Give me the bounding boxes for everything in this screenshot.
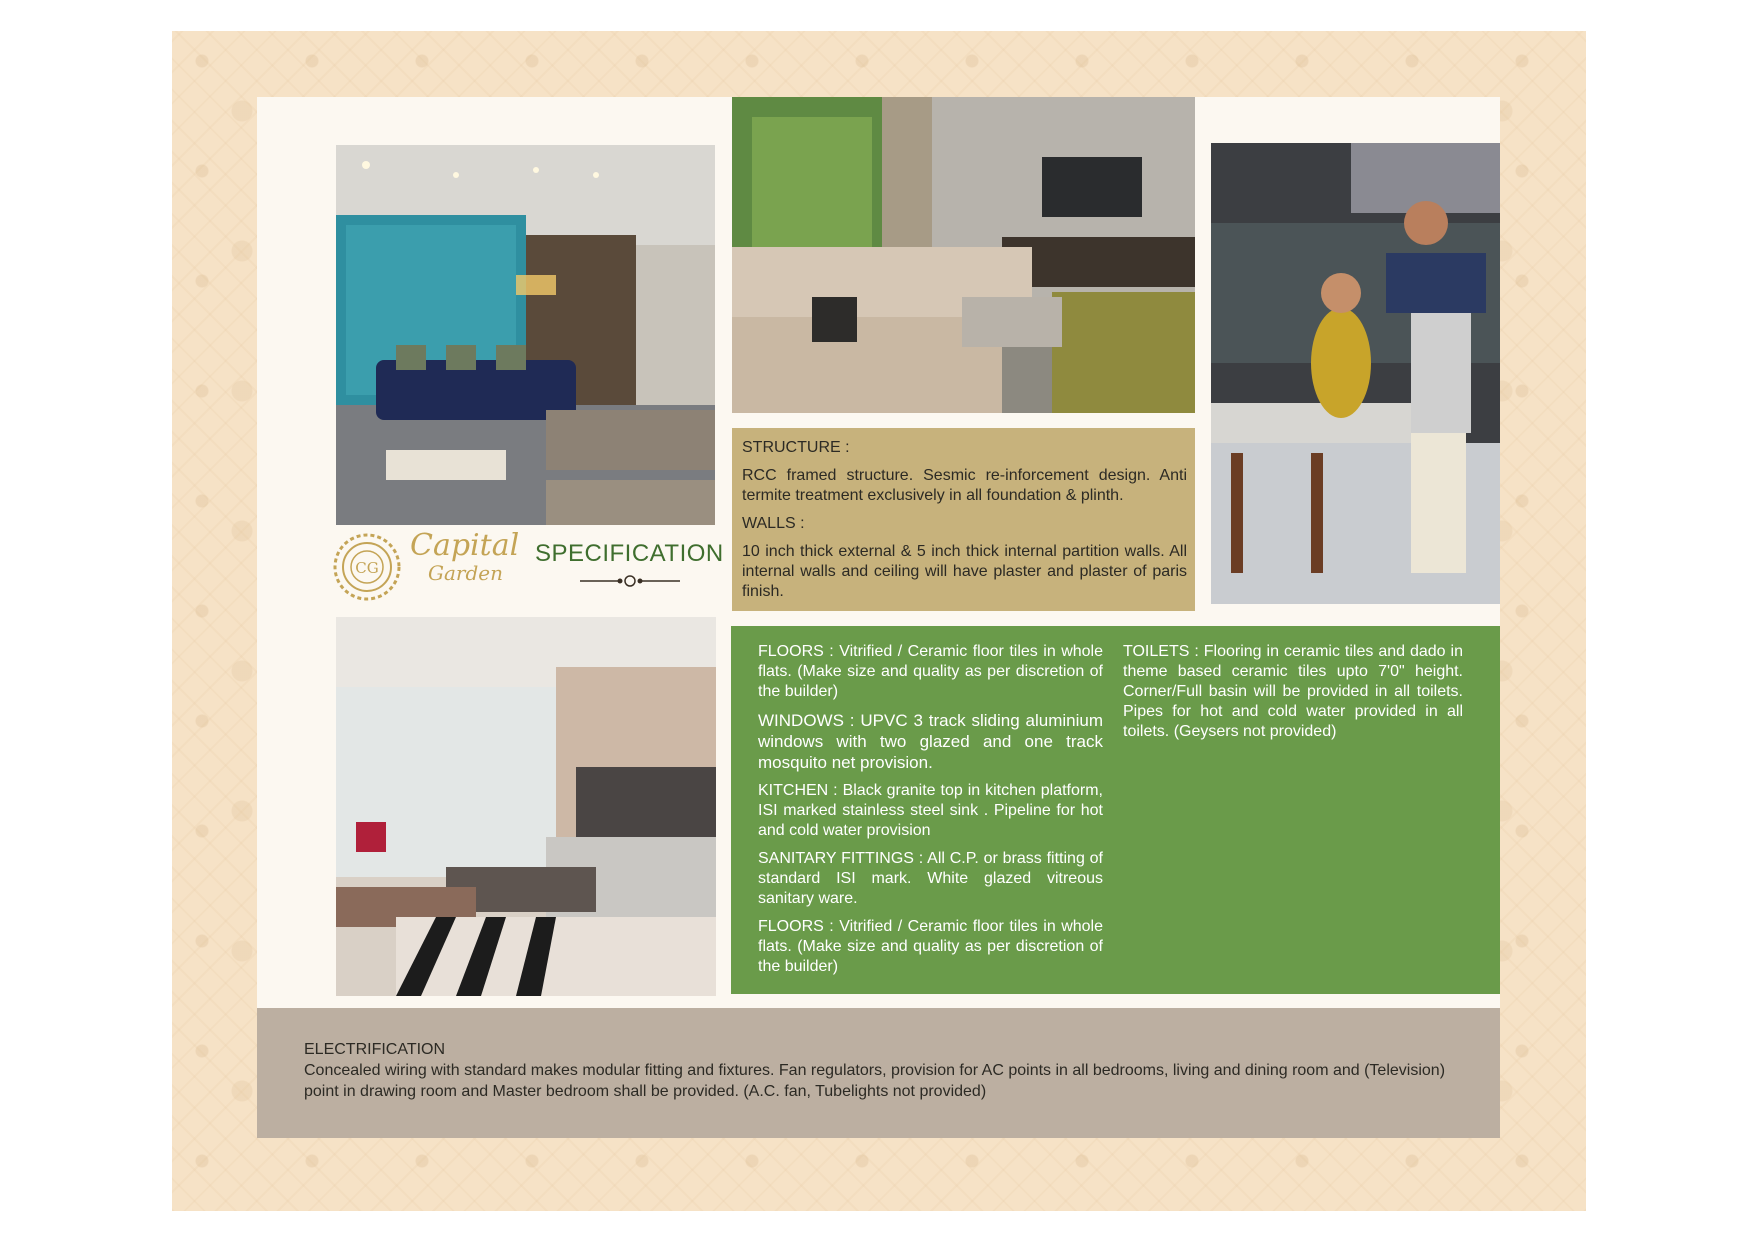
spec-kitchen: KITCHEN : Black granite top in kitchen platform, ISI marked stainless steel sink . Pipeline for hot and cold water provision xyxy=(758,782,1103,839)
electrification-heading: ELECTRIFICATION xyxy=(304,1041,446,1058)
electrification-box xyxy=(257,1008,1500,1138)
logo-line-2: Garden xyxy=(428,561,503,585)
structure-text: RCC framed structure. Sesmic re-inforcement design. Anti termite treatment exclusively in all foundation & plinth. xyxy=(742,467,1187,504)
walls-text: 10 inch thick external & 5 inch thick internal partition walls. All internal walls and ceiling will have plaster and plaster of paris finish. xyxy=(742,543,1187,600)
specifications-box xyxy=(731,626,1500,994)
lounge-photo xyxy=(732,97,1195,413)
spec-sanitary-fittings: SANITARY FITTINGS : All C.P. or brass fitting of standard ISI mark. White glazed vitreous sanitary ware. xyxy=(758,850,1103,907)
living-room-photo xyxy=(336,145,715,525)
bedroom-photo xyxy=(336,617,716,996)
logo-wordmark xyxy=(410,530,520,600)
structure-walls-box xyxy=(732,428,1195,611)
specs-right-column xyxy=(1123,642,1463,742)
kitchen-couple-photo xyxy=(1211,143,1500,604)
spec-windows: WINDOWS : UPVC 3 track sliding aluminium windows with two glazed and one track mosquito net provision. xyxy=(758,711,1103,772)
walls-heading: WALLS : xyxy=(742,515,805,532)
specification-heading xyxy=(535,540,724,590)
logo-line-1: Capital xyxy=(410,528,520,563)
specification-title: SPECIFICATION xyxy=(535,540,724,567)
monogram-text: CG xyxy=(355,559,379,577)
ornament-divider-icon xyxy=(575,572,685,590)
specs-left-column xyxy=(758,642,1103,977)
electrification-text: Concealed wiring with standard makes modular fitting and fixtures. Fan regulators, provision for AC points in all bedrooms, living and dining room and (Television) point in drawing room and Master bedroom shall be provided. (A.C. fan, Tubelights not provided) xyxy=(304,1062,1446,1100)
spec-floors-repeat: FLOORS : Vitrified / Ceramic floor tiles in whole flats. (Make size and quality as per discretion of the builder) xyxy=(758,918,1103,975)
spec-floors: FLOORS : Vitrified / Ceramic floor tiles in whole flats. (Make size and quality as per discretion of the builder) xyxy=(758,643,1103,700)
spec-toilets: TOILETS : Flooring in ceramic tiles and dado in theme based ceramic tiles upto 7'0" height. Corner/Full basin will be provided in all toilets. Pipes for hot and cold water provided in all toilets. (Geysers not provided) xyxy=(1123,643,1463,740)
capital-garden-emblem xyxy=(332,532,402,602)
structure-heading: STRUCTURE : xyxy=(742,439,850,456)
